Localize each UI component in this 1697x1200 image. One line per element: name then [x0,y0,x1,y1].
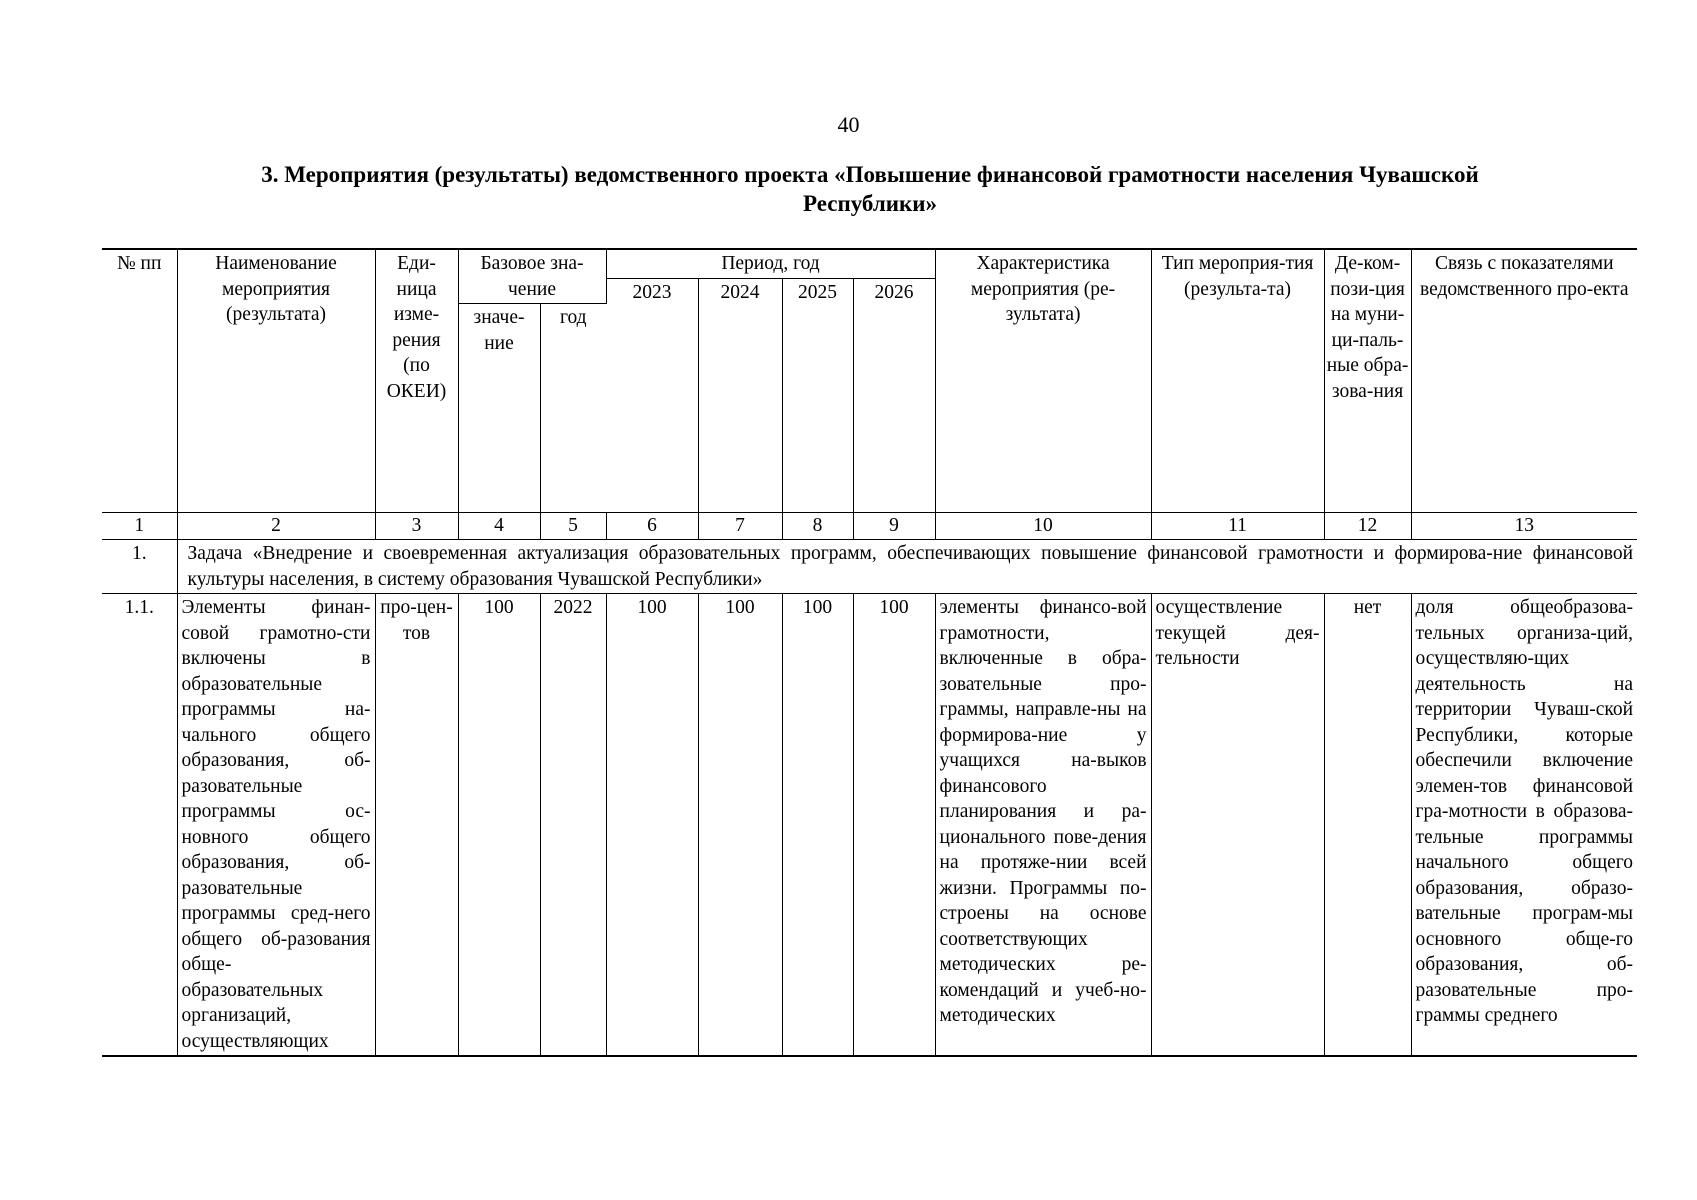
row-number: 1.1. [102,594,177,1057]
measure-type: осуществление текущей дея-тельности [1151,594,1324,1057]
column-number: 3 [375,513,458,540]
header-row-1 [102,249,1637,278]
column-number: 4 [458,513,540,540]
header-decomposition: Де-ком-пози-ция на муни-ци-паль-ные обра-зова-ния [1324,249,1411,513]
base-year: 2022 [540,594,606,1057]
column-number: 5 [540,513,606,540]
header-unit: Еди-ница изме-рения (по ОКЕИ) [375,249,458,513]
value-2023: 100 [606,594,698,1057]
task-row [102,540,1637,594]
column-number: 13 [1411,513,1637,540]
task-text: Задача «Внедрение и своевременная актуализация образовательных программ, обеспечивающих повышение финансовой грамотности и формирова-ние финансовой культуры населения, в систему образования Чувашской Республики» [177,540,1637,594]
column-number: 12 [1324,513,1411,540]
page-number: 40 [837,112,860,137]
header-year-2024: 2024 [698,278,782,513]
column-number: 11 [1151,513,1324,540]
header-number: № пп [102,249,177,513]
measure-characteristic: элементы финансо-вой грамотности, включенные в обра-зовательные про-граммы, направле-ны на формирова-ние у учащихся на-выков финансового планирования и ра-ционального пове-дения на протяже-нии всей жизни. Программы по-строены на основе соответствующих методических ре-комендаций и учеб-но-методических [935,594,1151,1057]
value-2026: 100 [853,594,935,1057]
header-base-value: значе-ние [458,304,540,513]
header-year-2025: 2025 [782,278,853,513]
decomposition: нет [1324,594,1411,1057]
column-number: 7 [698,513,782,540]
measures-table [102,248,1637,1057]
column-number: 2 [177,513,375,540]
column-number-row [102,513,1637,540]
column-number: 10 [935,513,1151,540]
column-number: 9 [853,513,935,540]
header-name: Наименование мероприятия (результата) [177,249,375,513]
table-row [102,594,1637,1057]
header-year-2023: 2023 [606,278,698,513]
header-base-value-group: Базовое зна-чение [458,249,606,304]
base-value: 100 [458,594,540,1057]
column-number: 6 [606,513,698,540]
header-period-group: Период, год [606,249,935,278]
measure-unit: про-цен-тов [375,594,458,1057]
task-number: 1. [102,540,177,594]
header-link: Связь с показателями ведомственного про-екта [1411,249,1637,513]
measure-name: Элементы финан-совой грамотно-сти включены в образовательные программы на-чального общего образования, об-разовательные программы ос-новного общего образования, об-разовательные программы сред-него общего об-разования обще-образовательных организаций, осуществляющих [177,594,375,1057]
section-title: 3. Мероприятия (результаты) ведомственного проекта «Повышение финансовой грамотности населения Чувашской Республики» [261,162,1479,216]
header-characteristic: Характеристика мероприятия (ре-зультата) [935,249,1151,513]
indicator-link: доля общеобразова-тельных организа-ций, осуществляю-щих деятельность на территории Чуваш-ской Республики, которые обеспечили включение элемен-тов финансовой гра-мотности в образова-тельные программы начального общего образования, образо-вательные програм-мы основного обще-го образования, об-разовательные про-граммы среднего [1411,594,1637,1057]
column-number: 1 [102,513,177,540]
value-2024: 100 [698,594,782,1057]
header-base-year: год [540,304,606,513]
header-year-2026: 2026 [853,278,935,513]
column-number: 8 [782,513,853,540]
header-type: Тип мероприя-тия (результа-та) [1151,249,1324,513]
value-2025: 100 [782,594,853,1057]
